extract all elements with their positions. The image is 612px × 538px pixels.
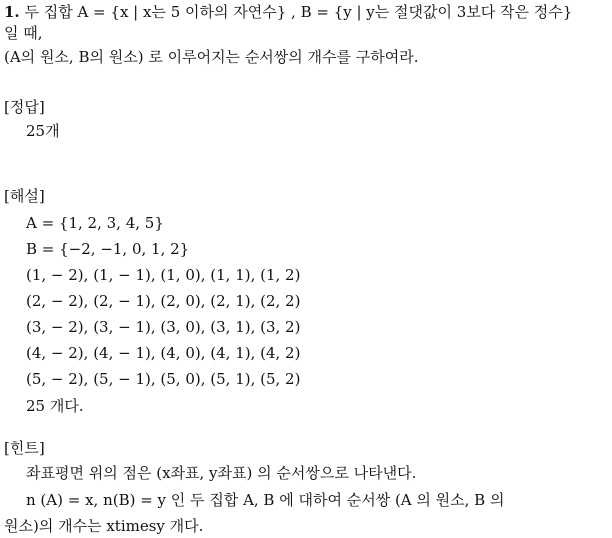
- problem-line-1: [4, 2, 572, 22]
- answer-header: [정답]: [4, 98, 45, 116]
- hint-header: [힌트]: [4, 439, 45, 457]
- explanation-line: (4, − 2), (4, − 1), (4, 0), (4, 1), (4, 2): [26, 344, 301, 362]
- explanation-line: B = {−2, −1, 0, 1, 2}: [26, 240, 190, 258]
- hint-line-3: 원소)의 개수는 xtimesy 개다.: [4, 517, 204, 535]
- problem-text-1: 두 집합 A = {x | x는 5 이하의 자연수} , B = {y | y는 절댓값이 3보다 작은 정수}: [24, 3, 573, 21]
- hint-line-2: n (A) = x, n(B) = y 인 두 집합 A, B 에 대하여 순서쌍 (A 의 원소, B 의: [26, 491, 505, 509]
- problem-text-2: 일 때,: [4, 24, 43, 42]
- explanation-line: (3, − 2), (3, − 1), (3, 0), (3, 1), (3, 2): [26, 318, 301, 336]
- explanation-line: 25 개다.: [26, 397, 84, 415]
- explanation-line: A = {1, 2, 3, 4, 5}: [26, 214, 164, 232]
- problem-text-3: (A의 원소, B의 원소) 로 이루어지는 순서쌍의 개수를 구하여라.: [4, 48, 419, 66]
- explanation-line: (1, − 2), (1, − 1), (1, 0), (1, 1), (1, 2): [26, 266, 301, 284]
- answer-value: 25개: [26, 122, 60, 140]
- hint-line-1: 좌표평면 위의 점은 (x좌표, y좌표) 의 순서쌍으로 나타낸다.: [26, 464, 417, 482]
- problem-number: 1.: [4, 3, 20, 21]
- explanation-line: (5, − 2), (5, − 1), (5, 0), (5, 1), (5, 2): [26, 370, 301, 388]
- explanation-line: (2, − 2), (2, − 1), (2, 0), (2, 1), (2, 2): [26, 292, 301, 310]
- explanation-header: [해설]: [4, 187, 45, 205]
